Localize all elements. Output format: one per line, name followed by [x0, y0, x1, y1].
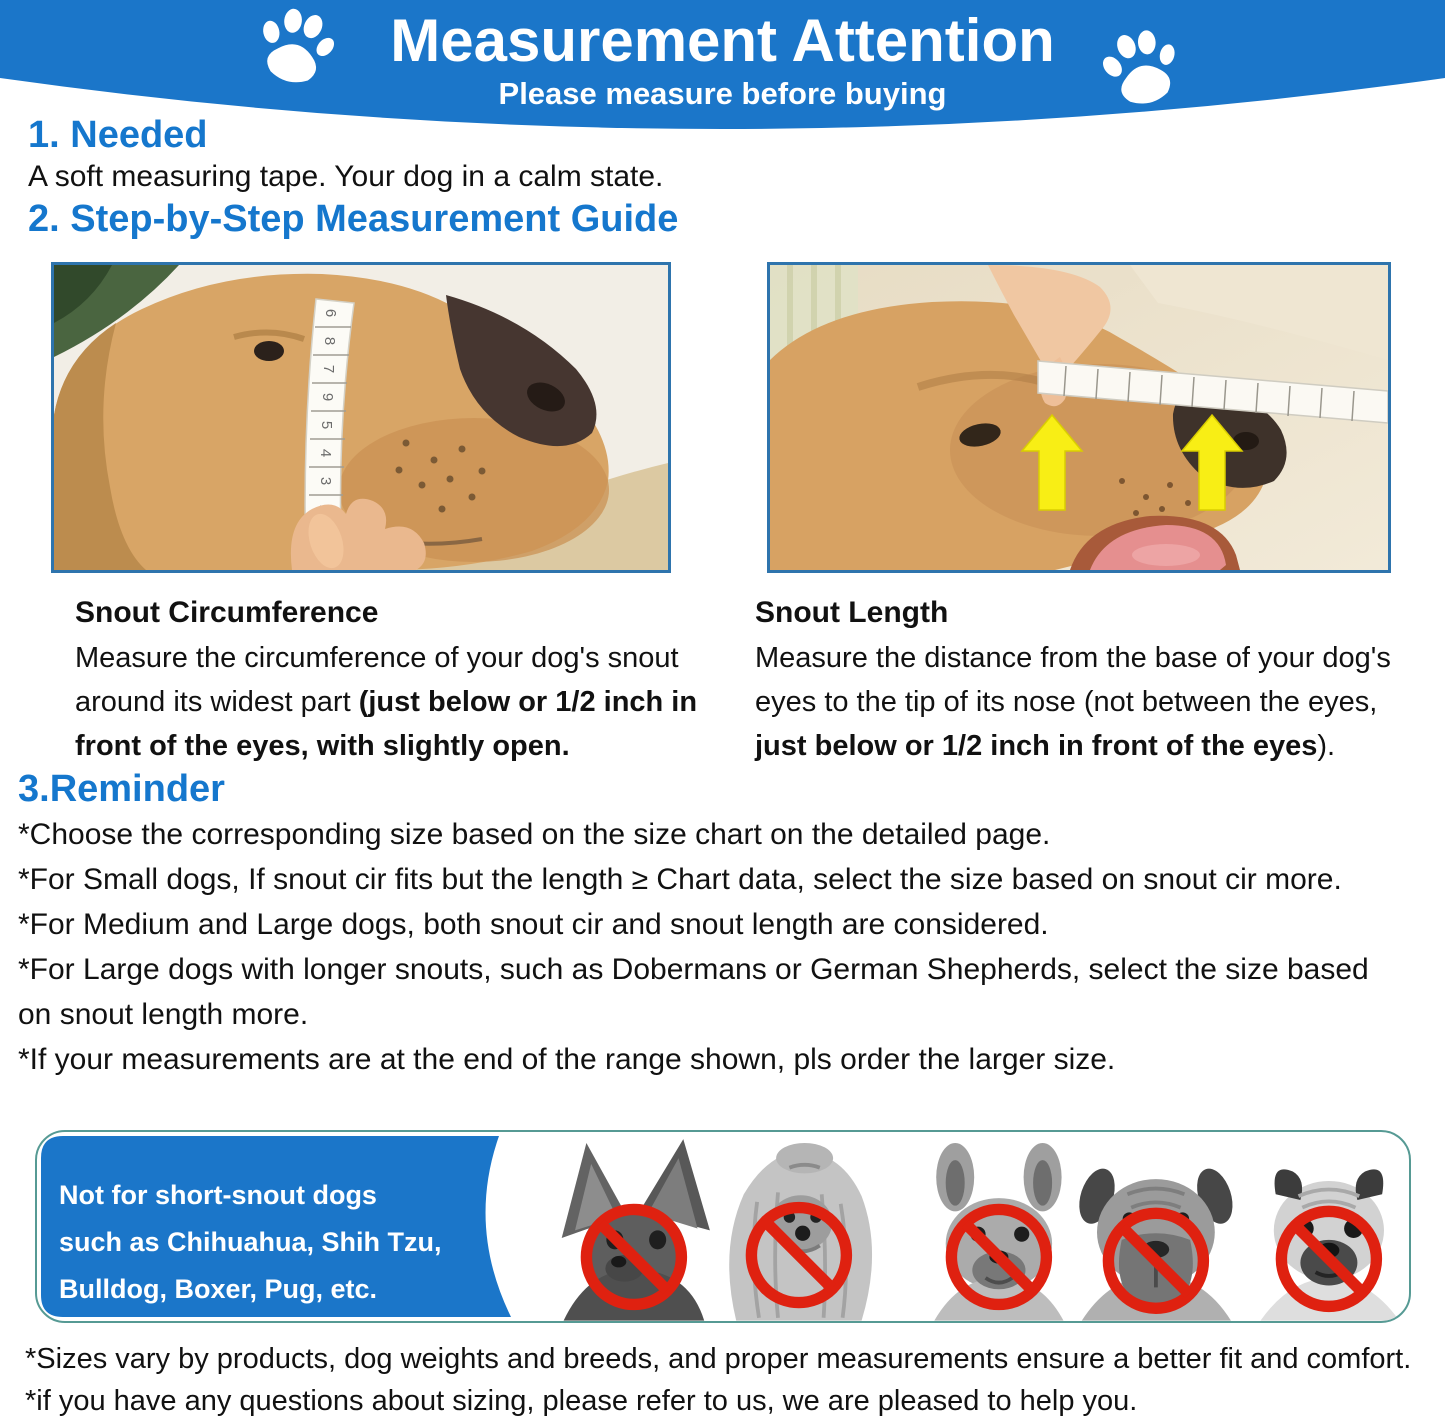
dog-photo-shih-tzu [702, 1135, 892, 1321]
caption-title: Snout Circumference [75, 596, 379, 629]
dog-eye [254, 341, 284, 361]
needed-body: A soft measuring tape. Your dog in a calm state. [28, 160, 664, 193]
reminder-item: *If your measurements are at the end of the range shown, pls order the larger size. [18, 1043, 1116, 1076]
reminder-list [18, 812, 1408, 1082]
page-title: Measurement Attention [390, 7, 1055, 74]
dog-photo-pug [1232, 1135, 1411, 1321]
dog-photo-mastiff [1059, 1135, 1249, 1321]
svg-text:3: 3 [317, 476, 334, 486]
reminder-item: *For Small dogs, If snout cir fits but the length ≥ Chart data, select the size based on snout cir more. [18, 863, 1342, 896]
guide-heading: 2. Step-by-Step Measurement Guide [28, 198, 679, 240]
not-for-short-snout-panel [35, 1130, 1411, 1323]
reminder-item: *For Medium and Large dogs, both snout cir and snout length are considered. [18, 908, 1049, 941]
reminder-item: *Choose the corresponding size based on the size chart on the detailed page. [18, 818, 1051, 851]
caption-body: Measure the distance from the base of your dog's eyes to the tip of its nose (not between the eyes, just below or 1/2 inch in front of the eyes). [755, 642, 1391, 762]
svg-text:5: 5 [318, 420, 335, 430]
warning-line: Not for short-snout dogs [59, 1180, 377, 1210]
snout-length-caption [755, 596, 1423, 768]
warning-line: such as Chihuahua, Shih Tzu, [59, 1227, 442, 1257]
svg-text:6: 6 [322, 308, 339, 318]
svg-text:9: 9 [319, 392, 336, 402]
footer-note: *Sizes vary by products, dog weights and breeds, and proper measurements ensure a better fit and comfort. [25, 1343, 1412, 1375]
svg-text:4: 4 [317, 448, 334, 458]
dog-photo-chihuahua [537, 1135, 727, 1321]
footer-note: *if you have any questions about sizing, please refer to us, we are pleased to help you. [25, 1385, 1138, 1417]
svg-text:8: 8 [321, 336, 338, 346]
snout-circumference-caption [75, 596, 707, 768]
svg-text:7: 7 [320, 364, 337, 374]
caption-title: Snout Length [755, 596, 949, 629]
warning-text [59, 1172, 442, 1313]
reminder-item: *For Large dogs with longer snouts, such as Dobermans or German Shepherds, select the size based on snout length more. [18, 953, 1369, 1031]
reminder-heading: 3.Reminder [18, 768, 225, 810]
caption-body: Measure the circumference of your dog's snout around its widest part (just below or 1/2 inch in front of the eyes, with slightly open. [75, 642, 698, 762]
needed-heading: 1. Needed [28, 114, 208, 156]
page-subtitle: Please measure before buying [498, 76, 947, 111]
warning-line: Bulldog, Boxer, Pug, etc. [59, 1274, 378, 1304]
snout-length-photo [767, 262, 1391, 573]
snout-circumference-photo [51, 262, 671, 573]
